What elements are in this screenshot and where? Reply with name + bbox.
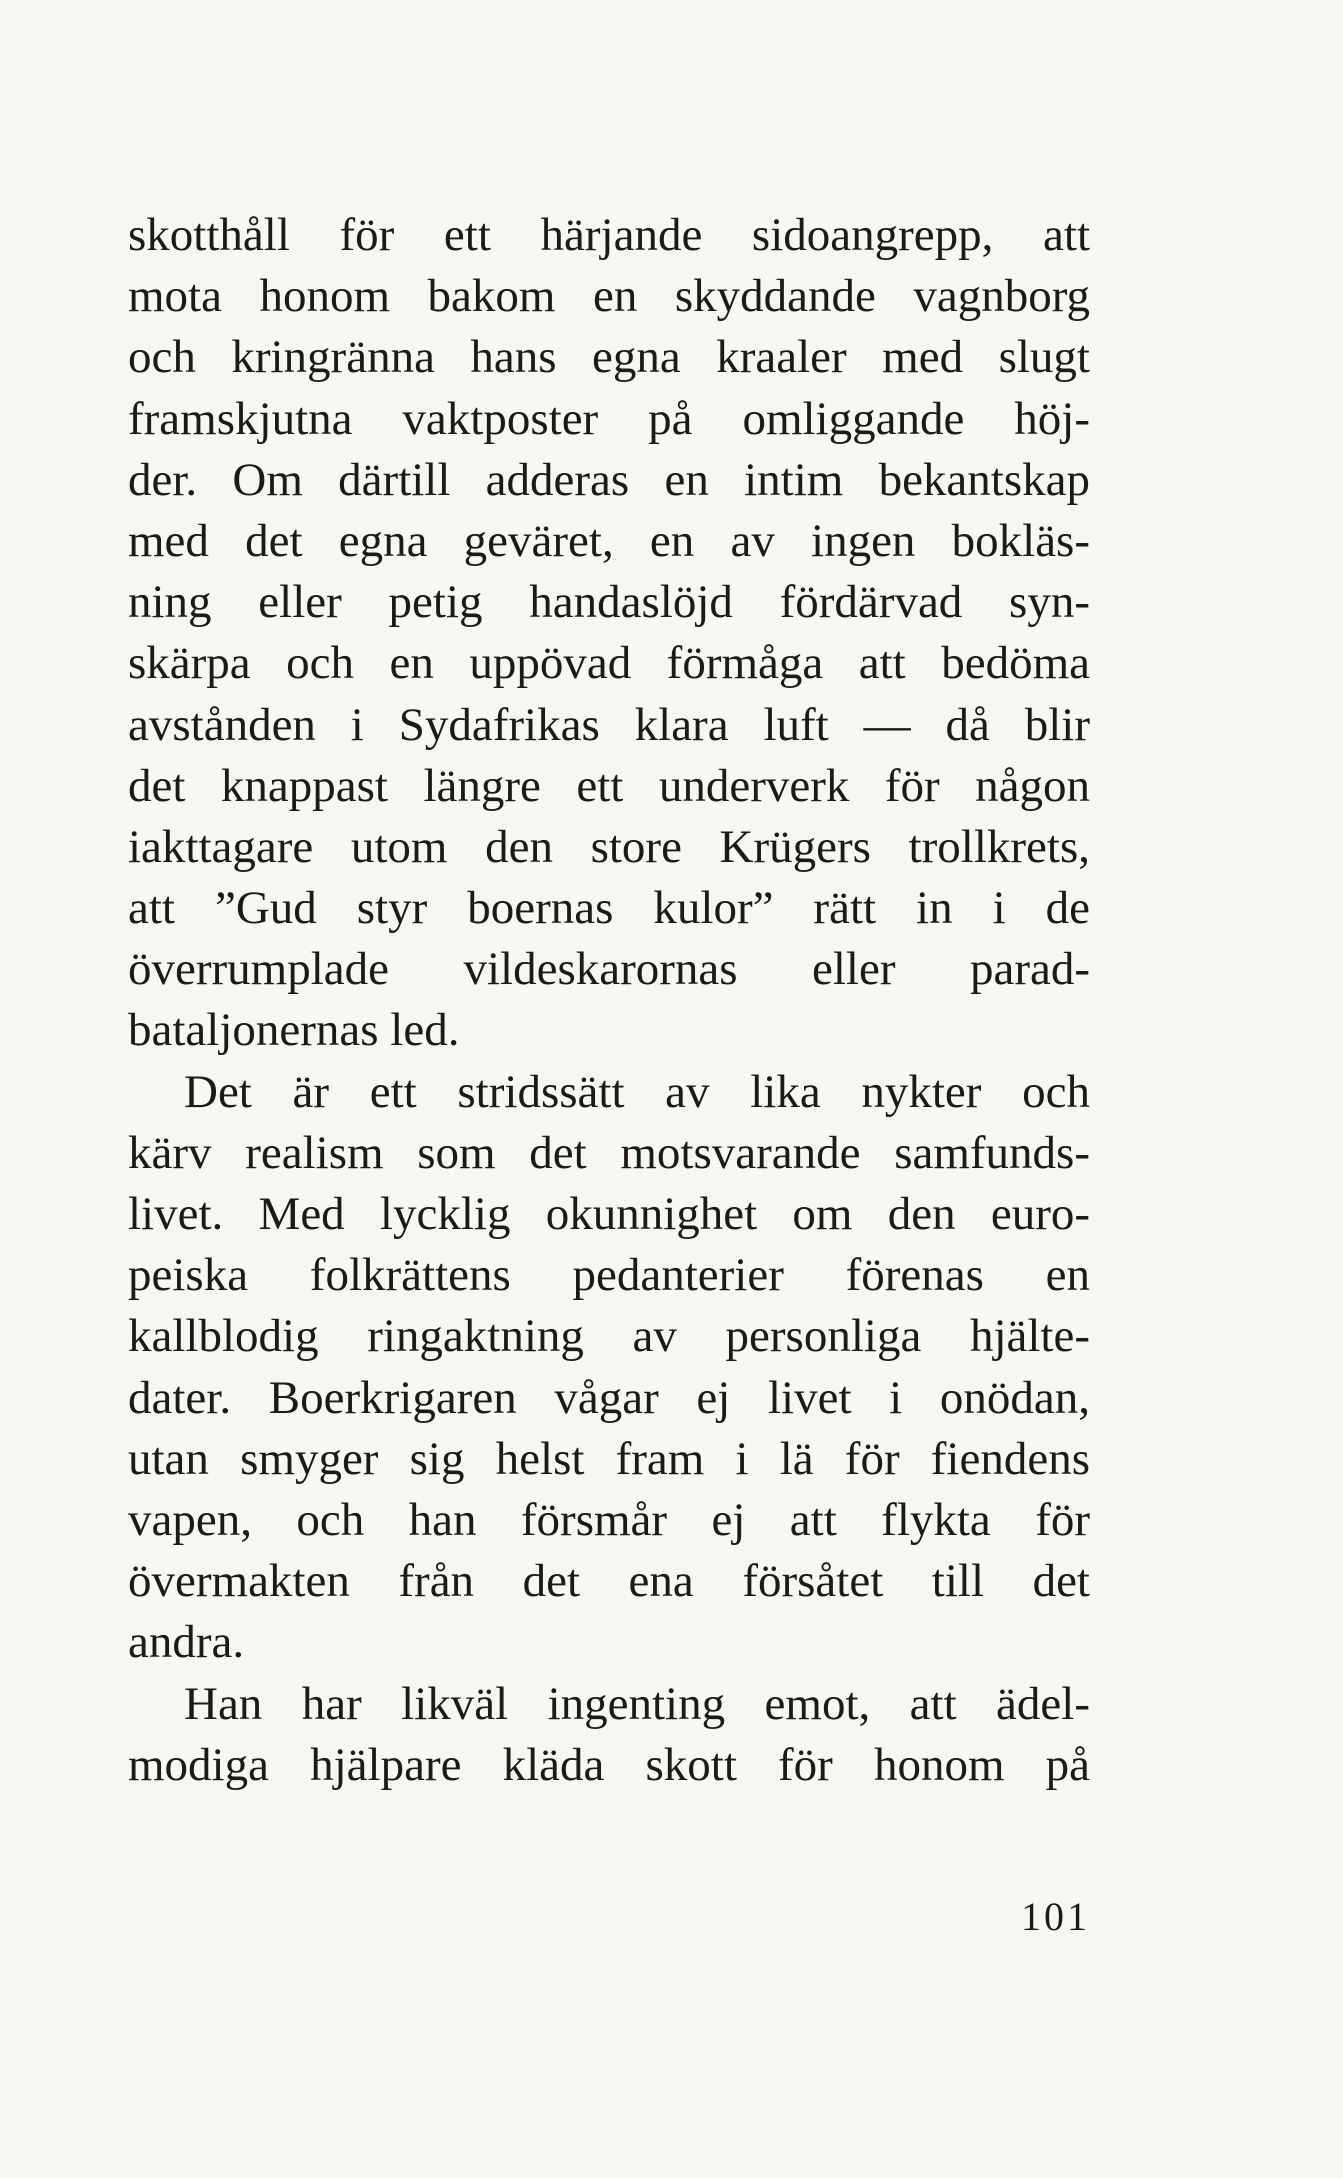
text-line: övermakten från det ena försåtet till det <box>128 1555 1090 1608</box>
text-line: att ”Gud styr boernas kulor” rätt in i de <box>128 882 1090 935</box>
page-number: 101 <box>1021 1894 1090 1939</box>
body-text <box>128 205 1090 1796</box>
text-line: det knappast längre ett underverk för någon <box>128 759 1090 812</box>
text-line: mota honom bakom en skyddande vagnborg <box>128 270 1090 323</box>
text-line: andra. <box>128 1616 245 1669</box>
text-line: vapen, och han försmår ej att flykta för <box>128 1493 1090 1546</box>
text-line: framskjutna vaktposter på omliggande höj- <box>128 392 1090 445</box>
text-line: iakttagare utom den store Krügers trollkrets, <box>128 820 1090 873</box>
text-line: avstånden i Sydafrikas klara luft — då blir <box>128 698 1090 751</box>
text-line: dater. Boerkrigaren vågar ej livet i onödan, <box>128 1371 1090 1424</box>
text-line: bataljonernas led. <box>128 1004 460 1057</box>
text-line: utan smyger sig helst fram i lä för fiendens <box>128 1432 1090 1485</box>
text-line: och kringränna hans egna kraaler med slugt <box>128 331 1090 384</box>
text-line: modiga hjälpare kläda skott för honom på <box>128 1738 1090 1791</box>
text-line: der. Om därtill adderas en intim bekantskap <box>128 453 1090 506</box>
text-line: skärpa och en uppövad förmåga att bedöma <box>128 637 1090 690</box>
text-line: ning eller petig handaslöjd fördärvad syn- <box>128 576 1090 629</box>
text-line: skotthåll för ett härjande sidoangrepp, att <box>128 209 1090 261</box>
paragraph-start-line: Det är ett stridssätt av lika nykter och <box>184 1065 1090 1118</box>
text-line: med det egna geväret, en av ingen bokläs- <box>128 514 1090 567</box>
text-line: livet. Med lycklig okunnighet om den euro- <box>128 1188 1090 1240</box>
text-line: kallblodig ringaktning av personliga hjälte- <box>128 1310 1090 1363</box>
text-line: överrumplade vildeskarornas eller parad- <box>128 943 1090 996</box>
text-line: kärv realism som det motsvarande samfunds- <box>128 1126 1090 1179</box>
paragraph-start-line: Han har likväl ingenting emot, att ädel- <box>184 1677 1090 1730</box>
text-line: peiska folkrättens pedanterier förenas en <box>128 1249 1090 1302</box>
